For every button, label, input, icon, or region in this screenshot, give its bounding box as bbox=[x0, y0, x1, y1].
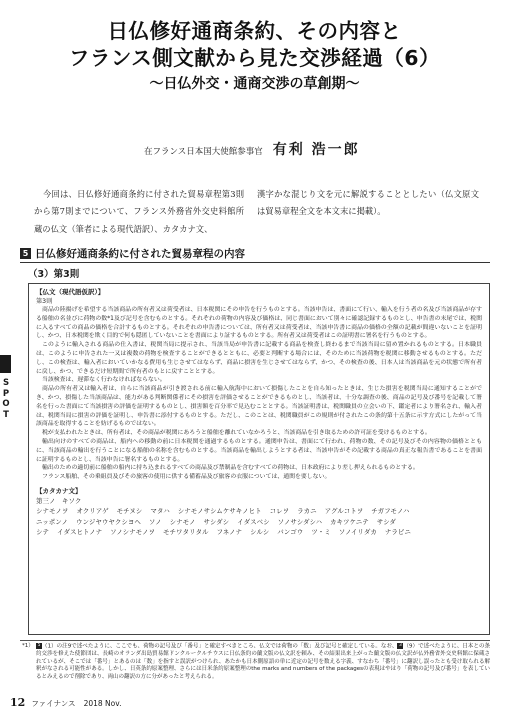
katakana-word: シナモノサシムケサキノヒト bbox=[177, 507, 262, 516]
paragraph: このように輸入される商品の仕入書は、税関当局に提示され、当該当局が申告書に記載する商品を検査し終わるまで当該当局に留め置かれるものとする。日本職員は、このように申告された一又は複数の荷物を検査することができるとともに、必要と判断する場合には、そのために当該荷物を税関に移動させるものとする。ただし、この検査は、輸入者においていかなる費用も生じさせてはならず、商品に損害を生じさせてはならず、かつ、その検査の後、日本人は当該商品を元の状態で所有者に戻し、かつ、できるだけ短期間で所有者のもとに戻すこととする。 bbox=[36, 342, 482, 375]
paragraph: フランス船舶、その乗組員及びその旅客の使用に供する備蓄品及び旅客の衣服については、通関を要しない。 bbox=[42, 474, 331, 481]
katakana-word: イダスベシ bbox=[237, 517, 270, 526]
article-title-line-1: 日仏修好通商条約、その内容と bbox=[107, 19, 402, 43]
section-divider bbox=[20, 262, 490, 263]
katakana-word: サシダ bbox=[376, 517, 396, 526]
paragraph: 商品の所有者又は輸入者は、自らに当該商品が引き渡される前に輸入航海中において損傷したことを自ら知ったときは、生じた損害を税関当局に通知することができ、かつ、損傷した当該商品は、能力がある判断関係者にその損害を評価させることができるものとし、当該者は、十分な調査の後、商品の記号及び番号を記載して署名を行った書面にて当該損害の評価を証明するものとし、損害額を百分率で見込むこととする。当該証明書は、税関職員の立会いの下、鑑定者により署名され、輸入者は、税関当局に損害の評価を証明し、申告書に添付するものとする。ただし、このことは、税関職員がこの規則が付されたこの条約第十五条に示す方式にしたがって当該商品を取得することを妨げるものではない。 bbox=[36, 386, 482, 428]
footnote-text bbox=[36, 643, 490, 681]
katakana-word: ソノ bbox=[148, 517, 162, 526]
issue-date: 2018 Nov. bbox=[83, 699, 122, 708]
paragraph: 当該検査は、遅滞なく行わなければならない。 bbox=[42, 377, 166, 384]
magazine-name: ファイナンス bbox=[31, 699, 76, 708]
intro-column-1: 今回は、日仏修好通商条約に付された貿易章程第3則から第7則までについて、フランス外務省外交史料館所蔵の仏文（筆者による現代語訳）、カタカナ文、 bbox=[34, 189, 244, 234]
katakana-word: ラカニ bbox=[297, 507, 317, 516]
katakana-word: カキツケニテ bbox=[330, 517, 369, 526]
katakana-word: コレヲ bbox=[269, 507, 290, 516]
section-title: 日仏修好通商条約に付された貿易章程の内容 bbox=[35, 248, 245, 260]
katakana-line bbox=[36, 506, 482, 517]
section-ref-badge: 5 bbox=[37, 643, 41, 648]
rule-name: 第3則 bbox=[36, 298, 53, 305]
paragraph: 輸出のための適切前に船舶の船内に持ち込まれるすべての商品及び禁制品を含むすべての荷物は、日本政府により差し押えられるものとする。 bbox=[42, 465, 419, 472]
katakana-word: フネノナ bbox=[216, 528, 243, 537]
intro-column-2: 漢字かな混じり文を元に解説することとしたい（仏文原文は貿易章程全文を本文末に掲載）。 bbox=[257, 189, 479, 217]
paragraph: 税が支払われたときは、所有者は、その商品が税関にあろうと船舶を離れていなかろうと、当該商品を引き取るための許可証を受けるものとする。 bbox=[42, 430, 431, 437]
katakana-rule-name: 第三ノ キソク bbox=[36, 496, 82, 505]
box-label: 【仏文（現代語仮訳）】 bbox=[36, 288, 105, 296]
katakana-word: モチヌシ bbox=[116, 507, 143, 516]
page-number: 12 bbox=[10, 696, 26, 709]
katakana-word: ニッポンノ bbox=[36, 517, 68, 526]
katakana-word: アグルコトヲ bbox=[324, 507, 364, 516]
katakana-word: ソノシナモノヲ bbox=[110, 528, 156, 537]
katakana-word: チガフモノハ bbox=[371, 507, 410, 516]
katakana-word: ナラビニ bbox=[384, 528, 411, 537]
article-subtitle: ～日仏外交・通商交渉の草創期～ bbox=[149, 76, 360, 92]
katakana-label: 【カタカナ文】 bbox=[36, 486, 82, 495]
katakana-word: オクリアゲ bbox=[76, 507, 109, 516]
sidebar-letter: T bbox=[3, 409, 9, 420]
katakana-word: ツ・ミ bbox=[311, 528, 331, 537]
katakana-word: バンゴウ bbox=[277, 528, 304, 537]
author-affiliation: 在フランス日本国大使館参事官 bbox=[144, 147, 263, 157]
footnote-part-2: （9）で述べたように、日本との条約交渉を修えた使節団は、長崎のオランダ出島貿易館ドンクルークルチウスに日仏条約の蘭文版の仏文訳を頼み、その結果出来上がった蘭文版の仏文訳が仏外務省外交史料館に保蔵されているが、そこでは「番号」とあるのは「数」を指すと誤訳がつけられ、あたかも日本側原語の単に近定の記号を数える字義、すなわち「番号」に翻訳し誤ったとも受け取られる解釈がなされる可能性がある。しかし、日英条約原案整理、さらには日米条約原案整理のthe marks and numbers of the packagesの表現はやはり「荷物の記号及び番号」を表しているとみえるので削除であり、両山の翻訳の方に分があったと考えられる。 bbox=[36, 643, 490, 680]
katakana-word: イダスヒトノナ bbox=[57, 528, 103, 537]
sidebar-letter: O bbox=[2, 399, 10, 409]
page-footer bbox=[10, 696, 121, 709]
katakana-word: ソノサシダシハ bbox=[277, 517, 323, 526]
katakana-word: サシダシ bbox=[203, 517, 230, 526]
sidebar-marker bbox=[0, 355, 11, 373]
section-ref-badge: 3 bbox=[399, 643, 402, 648]
katakana-word: ウンジヤウヤクシヨへ bbox=[75, 517, 141, 526]
sidebar-letter: S bbox=[2, 378, 10, 388]
article-title-line-2: フランス側文献から見た交渉経過（6） bbox=[68, 46, 441, 70]
section-heading bbox=[20, 246, 245, 261]
paragraph-list bbox=[36, 306, 482, 482]
katakana-word: シナモノ bbox=[169, 517, 196, 526]
section-number-badge: 5 bbox=[20, 248, 31, 259]
footnote-part-1: （1）の注9で述べたように、ここでも、荷物の記号及び「番号」と確定すべきところ、仏文では荷物の「数」及び記号と確定している。なお、 bbox=[42, 643, 398, 650]
sidebar-letter: P bbox=[2, 388, 10, 399]
katakana-word: モチワタリタル bbox=[163, 528, 209, 537]
sidebar-spot-label bbox=[1, 378, 11, 420]
article-title-block bbox=[0, 18, 509, 94]
paragraph: 輸出向けのすべての商品は、船内への移動の前に日本税関を通過するものとする。通関申告は、書面にて行われ、荷物の数、その記号及びその内容物の価格とともに、当該商品の輸出を行うことになる船舶の名称を含むものとする。当該商品を輸出しようとする者は、当該申告がその記載する商品の真正な報告書であることを書面に証明するものとし、当該申告に署名するものとする。 bbox=[36, 438, 482, 463]
subsection-heading: （3）第3則 bbox=[28, 269, 80, 280]
footnote bbox=[22, 643, 490, 681]
katakana-line bbox=[36, 527, 482, 538]
katakana-word: シルシ bbox=[250, 528, 270, 537]
katakana-line bbox=[36, 517, 482, 528]
translation-box bbox=[28, 283, 490, 635]
footnote-mark: *1） bbox=[22, 643, 34, 649]
paragraph: 商品の陸揚げを希望する当該商品の所有者又は荷受者は、日本税関にその申告を行うものとする。当該申告は、書面にて行い、輸入を行う者の名及び当該商品が存する船舶の名並びに荷物の数*1及び記号を含むものとする。それぞれの荷物の内容及び価格は、同じ書面において別々に確認記録するものとし、申告書の末尾では、税関に入るすべての商品の価格を合計するものとする。それぞれの申告書については、所有者又は荷受者は、当該申告書に商品の価格の全額の記載が間違いないことを証明し、かつ、日本税関を欺く目的で何も隠匿していないことを書面により証するものとする。所有者又は荷受者はこの証明書に署名を行うものとする。 bbox=[36, 307, 482, 340]
author-byline bbox=[144, 139, 360, 159]
katakana-word: シナモノヲ bbox=[36, 507, 69, 516]
author-name: 有利 浩一郎 bbox=[272, 142, 360, 158]
footnote-divider bbox=[20, 640, 490, 641]
katakana-word: シテ bbox=[36, 528, 49, 537]
katakana-word: マタハ bbox=[150, 507, 170, 516]
katakana-word: ソノイリダカ bbox=[338, 528, 377, 537]
